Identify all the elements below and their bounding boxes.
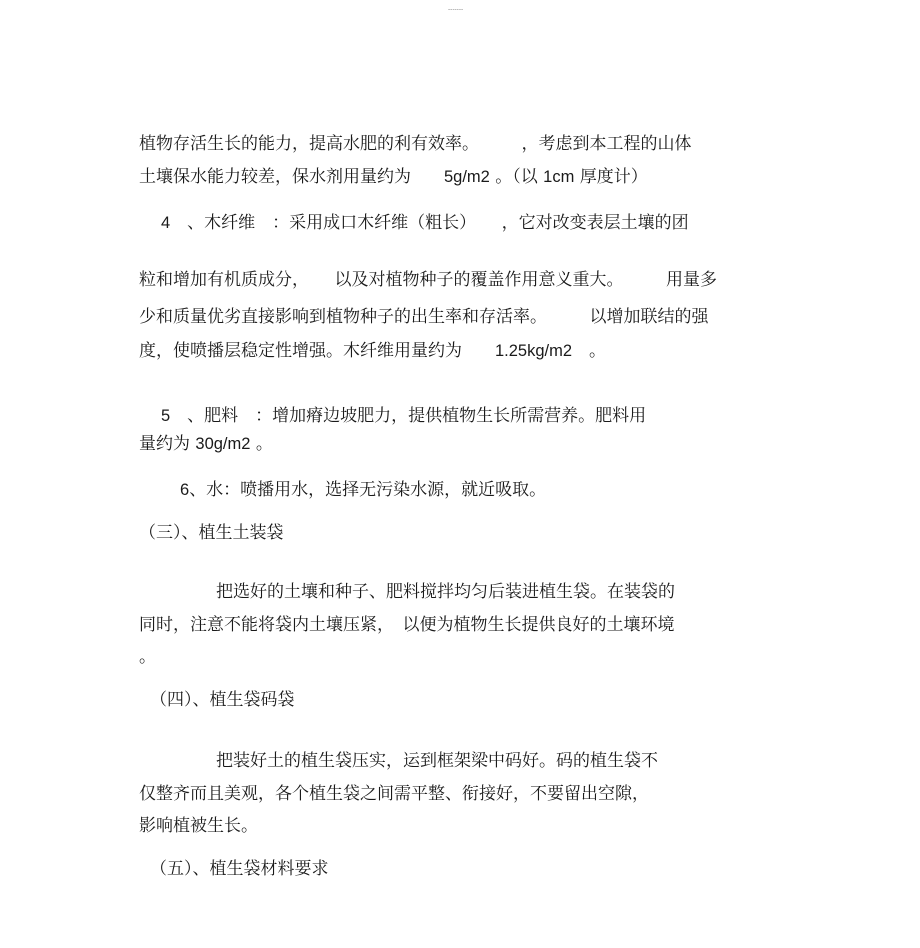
text-run: 厚度计）	[574, 167, 648, 187]
text-run: 植物存活生长的能力，提高水肥的利有效率。	[139, 134, 471, 154]
text-run: 用量多	[615, 270, 717, 290]
paragraph-line-5	[139, 306, 709, 328]
text-run: 30g/m2	[195, 435, 251, 453]
text-run: 、肥料 ：增加瘠边坡肥力，提供植物生长所需营养。肥料用	[170, 406, 647, 426]
text-run: 1.25kg/m2	[462, 342, 573, 360]
section-heading-3: （三）、植生土装袋	[139, 523, 284, 543]
paragraph-line-1	[139, 133, 692, 155]
section-heading-5: （五）、植生袋材料要求	[150, 859, 329, 879]
text-run: 。（以	[489, 167, 544, 187]
paragraph-line-17: 影响植被生长。	[139, 816, 258, 836]
paragraph-line-12	[139, 614, 675, 636]
item-number: 6	[180, 481, 190, 499]
text-run: 。	[572, 341, 607, 361]
item-number: 5	[161, 407, 171, 425]
text-run: 量约为	[139, 434, 196, 454]
item-5-line	[161, 405, 646, 427]
text-run: 度，使喷播层稳定性增强。木纤维用量约为	[139, 341, 462, 361]
text-run: 同时，注意不能将袋内土壤压紧，	[139, 615, 386, 635]
text-run: 、水：喷播用水，选择无污染水源，就近吸取。	[189, 480, 547, 500]
text-run: 、木纤维 ：采用成口木纤维（粗长） ，它对改变表层土壤的团	[170, 213, 689, 233]
section-heading-4: （四）、植生袋码袋	[150, 690, 295, 710]
text-run: 以便为植物生长提供良好的土壤环境	[385, 615, 675, 635]
item-6-line	[180, 479, 546, 501]
paragraph-line-4	[139, 269, 717, 291]
item-4-line	[161, 212, 689, 234]
header-mark: -------	[448, 6, 464, 13]
text-run: 1cm	[543, 168, 575, 186]
paragraph-line-2	[139, 166, 648, 188]
text-run: 以增加联结的强	[538, 307, 709, 327]
item-number: 4	[161, 214, 171, 232]
text-run: 土壤保水能力较差，保水剂用量约为	[139, 167, 411, 187]
text-run: 以及对植物种子的覆盖作用意义重大。	[300, 270, 615, 290]
text-run: 少和质量优劣直接影响到植物种子的出生率和存活率。	[139, 307, 539, 327]
paragraph-line-15: 把装好土的植生袋压实，运到框架梁中码好。码的植生袋不	[216, 751, 658, 771]
paragraph-line-16: 仅整齐而且美观，各个植生袋之间需平整、衔接好，不要留出空隙，	[139, 784, 649, 804]
paragraph-line-8	[139, 433, 273, 455]
paragraph-line-13: 。	[139, 647, 156, 667]
text-run: 5g/m2	[411, 168, 490, 186]
text-run: ，考虑到本工程的山体	[470, 134, 692, 154]
paragraph-line-6	[139, 340, 606, 362]
paragraph-line-11: 把选好的土壤和种子、肥料搅拌均匀后装进植生袋。在装袋的	[216, 582, 675, 602]
text-run: 粒和增加有机质成分，	[139, 270, 301, 290]
text-run: 。	[250, 434, 273, 454]
